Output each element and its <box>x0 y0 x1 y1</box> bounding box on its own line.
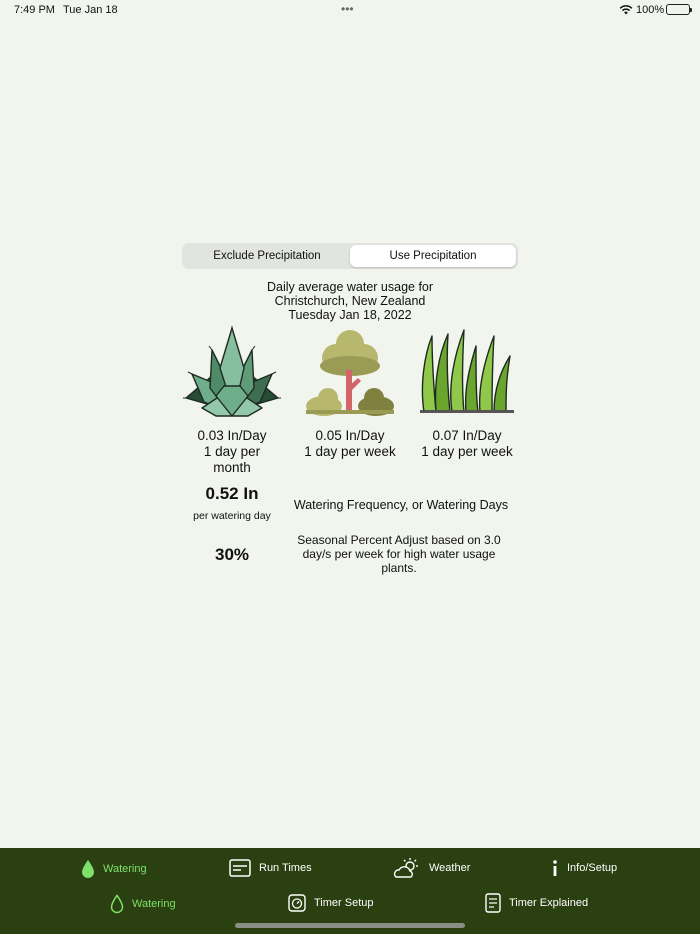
tab-weather[interactable] <box>393 857 470 879</box>
tab-watering[interactable] <box>81 859 147 879</box>
water-drop-icon <box>81 859 95 879</box>
exclude-precipitation-option[interactable]: Exclude Precipitation <box>213 250 321 262</box>
water-usage-headline <box>200 280 500 322</box>
multitasking-dots-icon[interactable]: ••• <box>341 2 354 16</box>
run-times-icon <box>229 859 251 877</box>
battery-icon <box>666 4 690 15</box>
tab-weather-label: Weather <box>429 862 471 874</box>
watering-amount-caption: per watering day <box>193 510 271 522</box>
water-drop-outline-icon <box>110 894 124 914</box>
succulent-rate: 0.03 In/Day <box>197 428 267 443</box>
subtab-timer-setup-label: Timer Setup <box>314 897 374 909</box>
grass-frequency: 1 day per week <box>421 444 513 459</box>
succulent-frequency: 1 day per month <box>203 444 261 475</box>
succulent-usage <box>167 428 297 476</box>
precipitation-segmented-control <box>182 243 518 269</box>
tab-run-times[interactable] <box>229 859 312 877</box>
wifi-icon <box>619 4 633 15</box>
tree-frequency: 1 day per week <box>304 444 396 459</box>
status-bar <box>0 0 700 20</box>
tab-run-times-label: Run Times <box>259 862 312 874</box>
seasonal-adjust-text: Seasonal Percent Adjust based on 3.0 day/s per week for high water usage plants. <box>297 533 501 575</box>
tab-info-setup[interactable] <box>551 859 617 877</box>
succulent-icon <box>182 326 282 418</box>
tab-watering-label: Watering <box>103 863 147 875</box>
grass-rate: 0.07 In/Day <box>432 428 502 443</box>
subtab-watering-label: Watering <box>132 898 176 910</box>
home-indicator[interactable] <box>235 923 465 928</box>
weather-icon <box>393 857 421 879</box>
headline-location: Christchurch, New Zealand <box>274 294 426 308</box>
subtab-timer-setup[interactable] <box>288 894 374 912</box>
status-date: Tue Jan 18 <box>63 4 118 16</box>
tab-bar <box>0 848 700 934</box>
use-precipitation-option[interactable]: Use Precipitation <box>350 245 516 267</box>
headline-line-1: Daily average water usage for <box>266 280 434 294</box>
subtab-timer-explained[interactable] <box>485 893 588 913</box>
watering-frequency-label: Watering Frequency, or Watering Days <box>293 498 509 512</box>
battery-percentage: 100% <box>636 4 665 16</box>
subtab-watering[interactable] <box>110 894 176 914</box>
headline-date: Tuesday Jan 18, 2022 <box>288 308 412 322</box>
tree-rate: 0.05 In/Day <box>315 428 385 443</box>
tab-info-setup-label: Info/Setup <box>567 862 618 874</box>
document-icon <box>485 893 501 913</box>
watering-amount: 0.52 In <box>205 484 259 503</box>
info-icon <box>551 859 559 877</box>
grass-icon <box>418 326 518 418</box>
seasonal-percent: 30% <box>214 545 250 564</box>
grass-usage <box>402 428 532 460</box>
subtab-timer-explained-label: Timer Explained <box>509 897 589 909</box>
tree-shrub-icon <box>300 326 400 418</box>
status-time: 7:49 PM <box>14 4 55 16</box>
tree-usage <box>285 428 415 460</box>
timer-icon <box>288 894 306 912</box>
